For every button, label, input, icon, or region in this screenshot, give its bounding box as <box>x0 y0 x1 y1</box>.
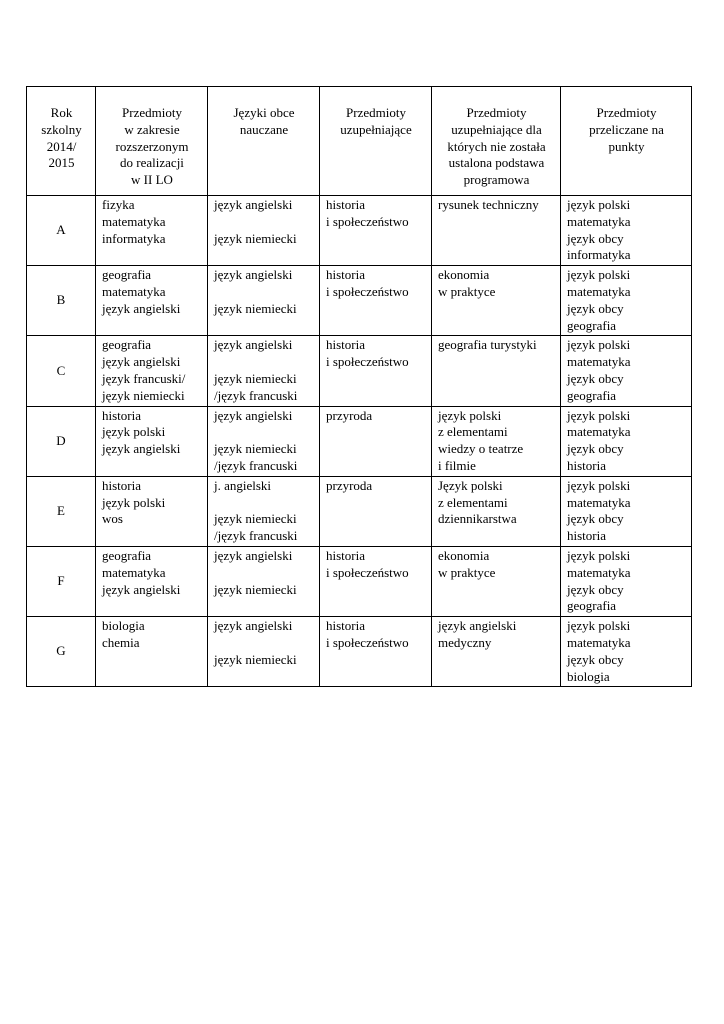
class-subjects-table <box>26 86 692 687</box>
scored-subjects-cell: język polski matematyka język obcy geografia <box>561 266 692 336</box>
foreign-languages-cell: język angielski język niemiecki <box>208 196 320 266</box>
supplementary-subjects-cell: przyroda <box>320 476 432 546</box>
supplementary-no-curriculum-cell: geografia turystyki <box>432 336 561 406</box>
foreign-languages-cell: język angielski język niemiecki /język francuski <box>208 336 320 406</box>
header-supplementary-no-curriculum: Przedmioty uzupełniające dla których nie została ustalona podstawa programowa <box>432 87 561 196</box>
header-school-year: Rok szkolny 2014/ 2015 <box>27 87 96 196</box>
scored-subjects-cell: język polski matematyka język obcy historia <box>561 406 692 476</box>
supplementary-subjects-cell: historia i społeczeństwo <box>320 196 432 266</box>
class-label: E <box>27 476 96 546</box>
supplementary-subjects-cell: historia i społeczeństwo <box>320 266 432 336</box>
supplementary-no-curriculum-cell: Język polski z elementami dziennikarstwa <box>432 476 561 546</box>
table-row <box>27 266 692 336</box>
header-supplementary-subjects: Przedmioty uzupełniające <box>320 87 432 196</box>
header-scored-subjects: Przedmioty przeliczane na punkty <box>561 87 692 196</box>
foreign-languages-cell: język angielski język niemiecki <box>208 617 320 687</box>
supplementary-subjects-cell: historia i społeczeństwo <box>320 546 432 616</box>
extended-subjects-cell: historia język polski wos <box>96 476 208 546</box>
foreign-languages-cell: język angielski język niemiecki <box>208 546 320 616</box>
table-row <box>27 546 692 616</box>
extended-subjects-cell: fizyka matematyka informatyka <box>96 196 208 266</box>
scored-subjects-cell: język polski matematyka język obcy informatyka <box>561 196 692 266</box>
table-row <box>27 336 692 406</box>
table-row <box>27 196 692 266</box>
supplementary-subjects-cell: przyroda <box>320 406 432 476</box>
scored-subjects-cell: język polski matematyka język obcy historia <box>561 476 692 546</box>
extended-subjects-cell: geografia matematyka język angielski <box>96 266 208 336</box>
scored-subjects-cell: język polski matematyka język obcy biologia <box>561 617 692 687</box>
table-row <box>27 476 692 546</box>
foreign-languages-cell: j. angielski język niemiecki /język francuski <box>208 476 320 546</box>
extended-subjects-cell: historia język polski język angielski <box>96 406 208 476</box>
extended-subjects-cell: biologia chemia <box>96 617 208 687</box>
foreign-languages-cell: język angielski język niemiecki /język francuski <box>208 406 320 476</box>
supplementary-no-curriculum-cell: ekonomia w praktyce <box>432 546 561 616</box>
extended-subjects-cell: geografia język angielski język francuski/ język niemiecki <box>96 336 208 406</box>
scored-subjects-cell: język polski matematyka język obcy geografia <box>561 336 692 406</box>
class-label: D <box>27 406 96 476</box>
supplementary-no-curriculum-cell: język angielski medyczny <box>432 617 561 687</box>
header-extended-subjects: Przedmioty w zakresie rozszerzonym do realizacji w II LO <box>96 87 208 196</box>
supplementary-subjects-cell: historia i społeczeństwo <box>320 617 432 687</box>
supplementary-no-curriculum-cell: ekonomia w praktyce <box>432 266 561 336</box>
supplementary-no-curriculum-cell: język polski z elementami wiedzy o teatrze i filmie <box>432 406 561 476</box>
foreign-languages-cell: język angielski język niemiecki <box>208 266 320 336</box>
class-label: B <box>27 266 96 336</box>
table-row <box>27 406 692 476</box>
class-label: C <box>27 336 96 406</box>
scored-subjects-cell: język polski matematyka język obcy geografia <box>561 546 692 616</box>
header-row <box>27 87 692 196</box>
class-label: A <box>27 196 96 266</box>
class-label: G <box>27 617 96 687</box>
header-foreign-languages: Języki obce nauczane <box>208 87 320 196</box>
supplementary-subjects-cell: historia i społeczeństwo <box>320 336 432 406</box>
supplementary-no-curriculum-cell: rysunek techniczny <box>432 196 561 266</box>
table-row <box>27 617 692 687</box>
class-label: F <box>27 546 96 616</box>
extended-subjects-cell: geografia matematyka język angielski <box>96 546 208 616</box>
